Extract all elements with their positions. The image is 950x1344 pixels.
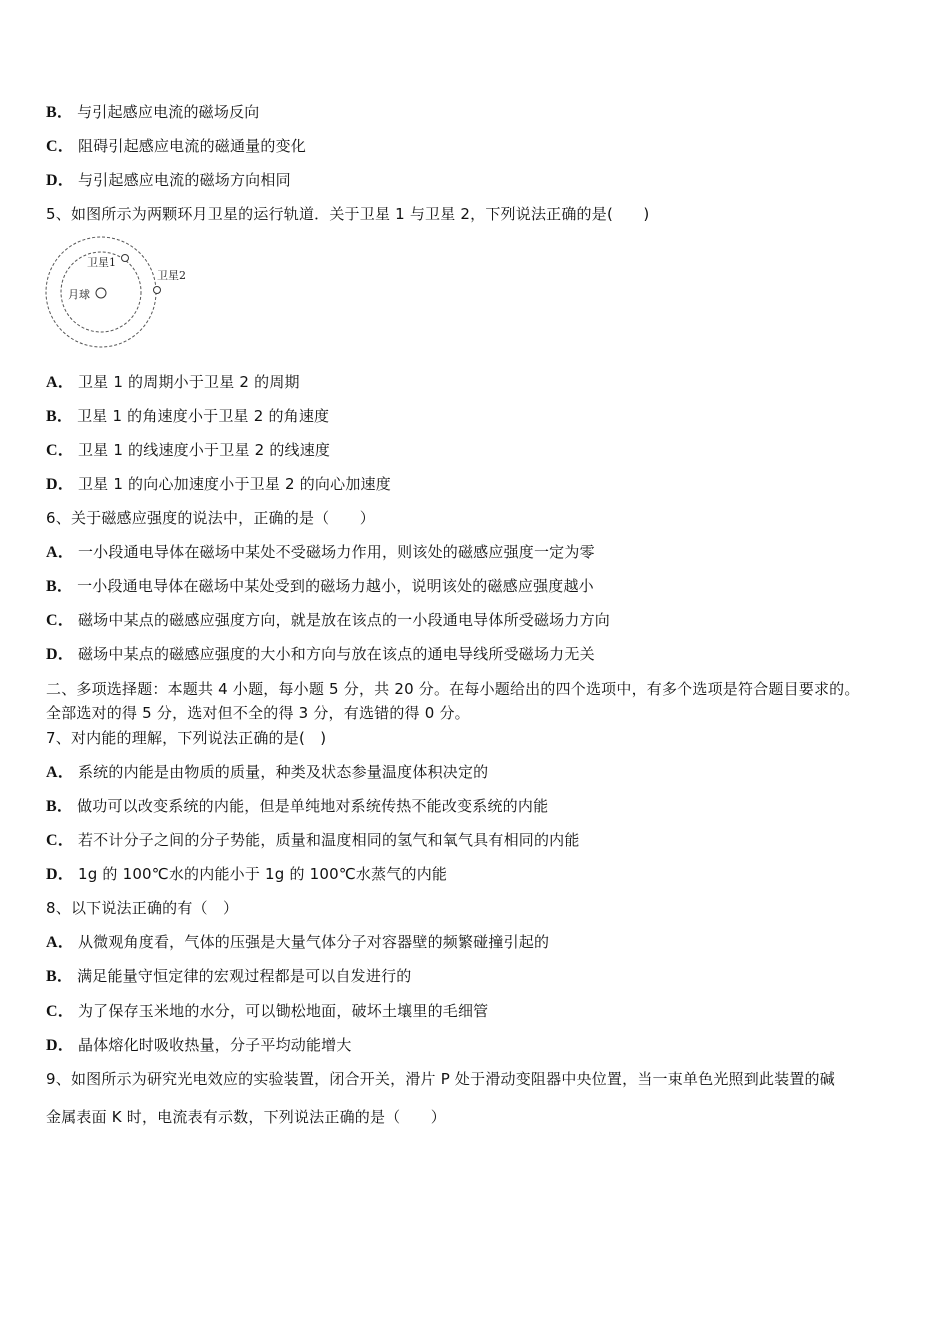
q9-stem-line-1: 9、如图所示为研究光电效应的实验装置，闭合开关，滑片 P 处于滑动变阻器中央位置，当一束单色光照到此装置的碱 xyxy=(46,1070,835,1088)
option-text: 磁场中某点的磁感应强度方向，就是放在该点的一小段通电导体所受磁场力方向 xyxy=(77,611,610,629)
orbit-figure xyxy=(40,230,200,355)
option-text: 系统的内能是由物质的质量，种类及状态参量温度体积决定的 xyxy=(77,763,489,781)
option-text: 做功可以改变系统的内能，但是单纯地对系统传热不能改变系统的内能 xyxy=(77,797,549,815)
q8-option-b xyxy=(46,966,411,987)
option-letter: B． xyxy=(46,408,74,425)
option-letter: B． xyxy=(46,578,74,595)
option-letter: D． xyxy=(46,1037,74,1054)
option-letter: C． xyxy=(46,612,74,629)
q7-option-d xyxy=(46,864,447,885)
option-text: 卫星 1 的角速度小于卫星 2 的角速度 xyxy=(77,407,330,425)
option-text: 从微观角度看，气体的压强是大量气体分子对容器壁的频繁碰撞引起的 xyxy=(77,933,550,951)
option-text: 与引起感应电流的磁场反向 xyxy=(77,103,260,121)
q6-stem: 6、关于磁感应强度的说法中，正确的是（ ） xyxy=(46,509,375,527)
q8-option-c xyxy=(46,1001,488,1022)
section-2-instructions-line-1: 二、多项选择题：本题共 4 小题，每小题 5 分，共 20 分。在每小题给出的四个选项中，有多个选项是符合题目要求的。 xyxy=(46,680,860,698)
option-letter: A． xyxy=(46,544,74,561)
option-text: 卫星 1 的线速度小于卫星 2 的线速度 xyxy=(77,441,331,459)
q9-stem-line-2: 金属表面 K 时，电流表有示数，下列说法正确的是（ ） xyxy=(46,1108,446,1126)
q6-option-b xyxy=(46,576,594,597)
option-text: 卫星 1 的周期小于卫星 2 的周期 xyxy=(77,373,300,391)
option-text: 磁场中某点的磁感应强度的大小和方向与放在该点的通电导线所受磁场力无关 xyxy=(77,645,595,663)
satellite-2-label: 卫星2 xyxy=(157,269,186,282)
option-letter: A． xyxy=(46,764,74,781)
q7-option-c xyxy=(46,830,580,851)
option-text: 晶体熔化时吸收热量，分子平均动能增大 xyxy=(77,1036,352,1054)
option-letter: B． xyxy=(46,798,74,815)
moon-icon xyxy=(96,288,106,298)
q5-option-c xyxy=(46,440,330,461)
option-letter: B． xyxy=(46,968,74,985)
q5-option-b xyxy=(46,406,329,427)
q4-option-b xyxy=(46,102,259,123)
option-letter: C． xyxy=(46,832,74,849)
satellite-1-label: 卫星1 xyxy=(87,256,116,269)
q6-option-a xyxy=(46,542,595,563)
option-text: 与引起感应电流的磁场方向相同 xyxy=(77,171,291,189)
q5-stem: 5、如图所示为两颗环月卫星的运行轨道．关于卫星 1 与卫星 2，下列说法正确的是( ) xyxy=(46,205,650,223)
option-letter: C． xyxy=(46,1003,74,1020)
option-letter: C． xyxy=(46,442,74,459)
option-text: 满足能量守恒定律的宏观过程都是可以自发进行的 xyxy=(77,967,412,985)
q7-stem: 7、对内能的理解，下列说法正确的是( ) xyxy=(46,729,327,747)
q6-option-c xyxy=(46,610,610,631)
q6-option-d xyxy=(46,644,595,665)
q5-option-a xyxy=(46,372,300,393)
satellite-2-icon xyxy=(154,287,161,294)
option-text: 为了保存玉米地的水分，可以锄松地面，破坏土壤里的毛细管 xyxy=(77,1002,489,1020)
option-letter: D． xyxy=(46,646,74,663)
option-letter: A． xyxy=(46,934,74,951)
q7-option-a xyxy=(46,762,488,783)
satellite-orbit-diagram xyxy=(40,230,200,355)
q7-option-b xyxy=(46,796,548,817)
q8-option-a xyxy=(46,932,549,953)
option-text: 一小段通电导体在磁场中某处不受磁场力作用，则该处的磁感应强度一定为零 xyxy=(77,543,595,561)
q8-stem: 8、以下说法正确的有（ ） xyxy=(46,899,239,917)
option-letter: D． xyxy=(46,476,74,493)
section-2-instructions-line-2: 全部选对的得 5 分，选对但不全的得 3 分，有选错的得 0 分。 xyxy=(46,704,470,722)
option-text: 阻碍引起感应电流的磁通量的变化 xyxy=(77,137,306,155)
option-letter: D． xyxy=(46,172,74,189)
q4-option-c xyxy=(46,136,306,157)
option-text: 1g 的 100℃水的内能小于 1g 的 100℃水蒸气的内能 xyxy=(77,865,448,883)
moon-label: 月球 xyxy=(68,288,90,301)
option-letter: B． xyxy=(46,104,74,121)
option-text: 卫星 1 的向心加速度小于卫星 2 的向心加速度 xyxy=(77,475,391,493)
satellite-1-icon xyxy=(122,255,129,262)
option-letter: C． xyxy=(46,138,74,155)
q5-option-d xyxy=(46,474,391,495)
option-text: 若不计分子之间的分子势能，质量和温度相同的氢气和氧气具有相同的内能 xyxy=(77,831,580,849)
option-letter: D． xyxy=(46,866,74,883)
q8-option-d xyxy=(46,1035,352,1056)
option-text: 一小段通电导体在磁场中某处受到的磁场力越小，说明该处的磁感应强度越小 xyxy=(77,577,594,595)
option-letter: A． xyxy=(46,374,74,391)
q4-option-d xyxy=(46,170,291,191)
